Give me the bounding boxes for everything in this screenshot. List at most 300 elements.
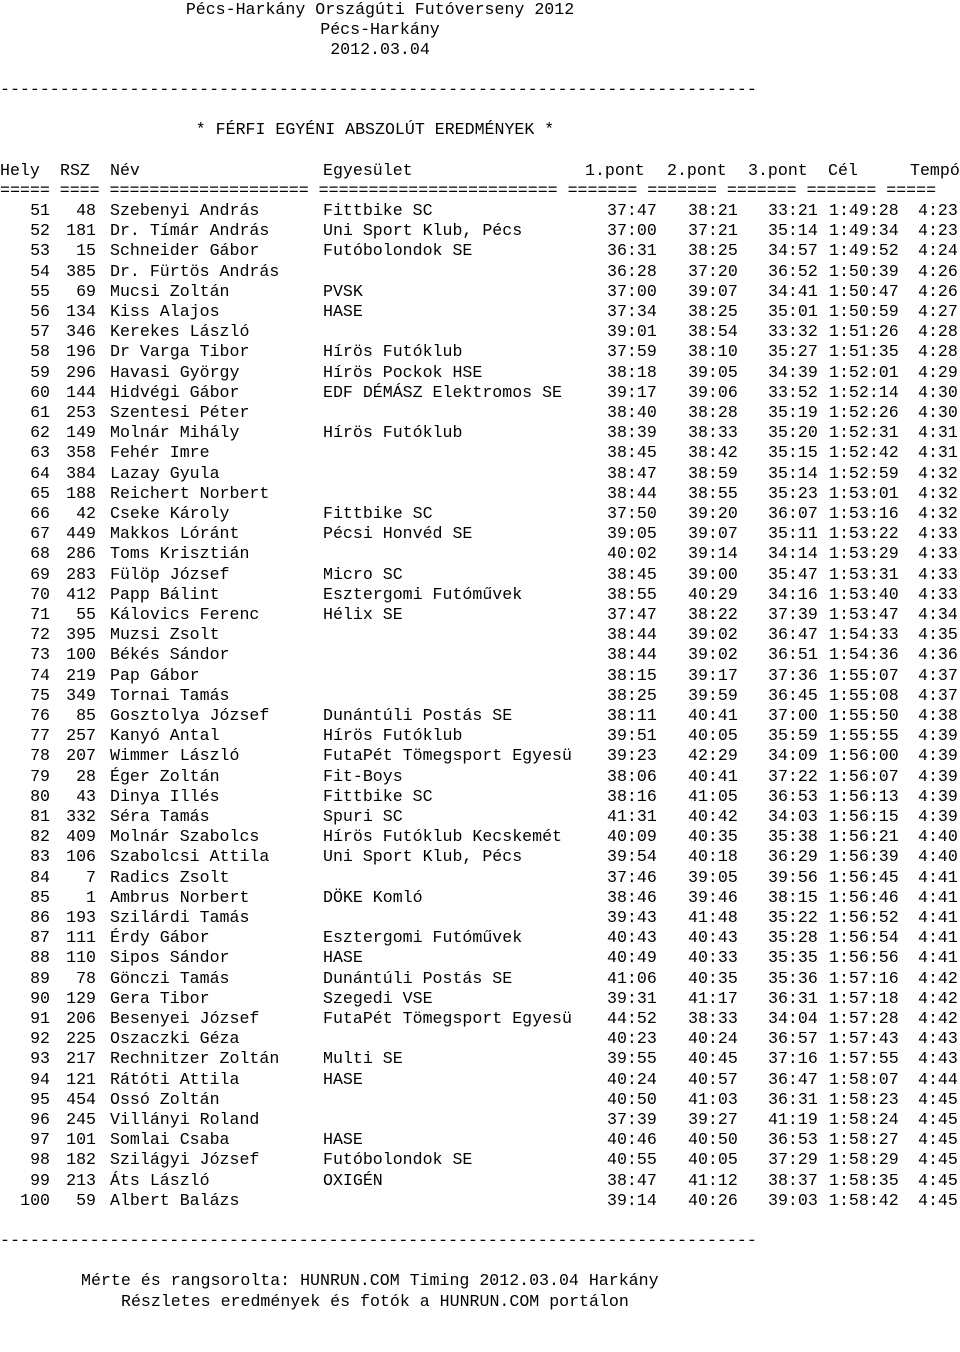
cell-rsz: 358 [66,443,96,463]
cell-rsz: 384 [66,463,96,483]
cell-rsz: 48 [76,201,96,220]
cell-pont3: 37:22 [768,766,818,786]
cell-pont3: 35:15 [768,443,818,463]
cell-hely: 89 [30,968,50,988]
cell-rsz: 69 [76,281,96,301]
cell-egyesulet: Fittbike SC [323,786,433,806]
cell-hely: 80 [30,786,50,806]
cell-nev: Ossó Zoltán [110,1089,220,1109]
cell-cel: 1:58:24 [829,1110,899,1129]
cell-hely: 78 [30,746,50,766]
cell-nev: Rátóti Attila [110,1069,240,1089]
cell-rsz: 245 [66,1110,96,1129]
cell-rsz: 134 [66,302,96,321]
cell-hely: 96 [30,1110,50,1129]
cell-pont2: 38:25 [688,302,738,321]
cell-rsz: 207 [66,746,96,766]
cell-pont1: 40:24 [607,1069,657,1089]
race-title: Pécs-Harkány Országúti Futóverseny 2012 [185,0,575,19]
col-rsz: RSZ [60,161,90,180]
cell-egyesulet: Fittbike SC [323,201,433,220]
cell-pont1: 38:47 [607,463,657,483]
cell-cel: 1:49:28 [829,201,899,220]
cell-tempo: 4:31 [918,443,958,463]
cell-pont1: 37:00 [607,221,657,241]
cell-egyesulet: Micro SC [323,564,403,584]
table-row [0,969,960,989]
cell-tempo: 4:24 [918,241,958,261]
cell-cel: 1:50:47 [829,281,899,301]
cell-pont1: 37:39 [607,1110,657,1129]
cell-tempo: 4:44 [918,1069,958,1089]
cell-rsz: 7 [86,867,96,887]
cell-pont2: 41:03 [688,1089,738,1109]
cell-cel: 1:51:35 [829,342,899,362]
cell-hely: 72 [30,625,50,645]
cell-egyesulet: Futóbolondok SE [323,241,473,261]
cell-pont2: 39:05 [688,867,738,887]
cell-egyesulet: Hírös Futóklub [323,342,463,362]
cell-rsz: 55 [76,605,96,624]
cell-cel: 1:58:29 [829,1150,899,1170]
cell-egyesulet: HASE [323,1069,363,1089]
cell-pont1: 38:44 [607,645,657,665]
cell-pont3: 33:52 [768,382,818,402]
col-tempo: Tempó [910,161,960,180]
cell-nev: Gosztolya József [110,706,270,725]
col-cel: Cél [828,161,858,180]
cell-pont1: 38:39 [607,423,657,443]
cell-pont2: 38:10 [688,342,738,362]
footer-portal: Részletes eredmények és fotók a HUNRUN.COM portálon [121,1292,629,1311]
cell-hely: 53 [30,241,50,261]
cell-tempo: 4:38 [918,706,958,725]
cell-pont2: 40:41 [688,706,738,725]
cell-rsz: 412 [66,584,96,604]
cell-rsz: 110 [66,948,96,968]
cell-pont2: 39:05 [688,362,738,382]
cell-pont1: 39:23 [607,746,657,766]
cell-rsz: 332 [66,807,96,826]
cell-hely: 74 [30,665,50,685]
table-row [0,787,960,807]
cell-pont1: 37:47 [607,605,657,624]
cell-pont3: 35:20 [768,423,818,443]
cell-rsz: 59 [76,1190,96,1210]
cell-pont1: 36:31 [607,241,657,261]
cell-rsz: 196 [66,342,96,362]
cell-pont3: 36:52 [768,261,818,281]
cell-cel: 1:56:52 [829,908,899,927]
cell-cel: 1:56:15 [829,807,899,826]
cell-egyesulet: HASE [323,948,363,968]
cell-cel: 1:50:39 [829,261,899,281]
cell-pont1: 41:06 [607,968,657,988]
cell-tempo: 4:23 [918,201,958,220]
table-row [0,464,960,484]
cell-egyesulet: Esztergomi Futóművek [323,584,523,604]
top-separator: ---------------------------------------------------------------------------- [0,80,757,99]
cell-pont1: 39:54 [607,847,657,867]
table-row [0,989,960,1009]
cell-pont1: 40:46 [607,1130,657,1150]
cell-hely: 83 [30,847,50,867]
cell-pont2: 40:33 [688,948,738,968]
cell-nev: Szilágyi József [110,1150,260,1170]
cell-cel: 1:56:56 [829,948,899,968]
cell-pont3: 34:14 [768,544,818,564]
cell-tempo: 4:28 [918,342,958,362]
cell-tempo: 4:41 [918,928,958,948]
cell-tempo: 4:32 [918,463,958,483]
cell-cel: 1:49:34 [829,221,899,241]
cell-nev: Éger Zoltán [110,766,220,786]
cell-hely: 97 [30,1130,50,1150]
col-pont1: 1.pont [585,161,645,180]
cell-hely: 51 [30,201,50,220]
cell-tempo: 4:33 [918,544,958,564]
cell-hely: 63 [30,443,50,463]
cell-tempo: 4:41 [918,867,958,887]
cell-cel: 1:53:47 [829,605,899,624]
cell-rsz: 129 [66,988,96,1008]
table-row [0,928,960,948]
cell-cel: 1:57:28 [829,1009,899,1028]
cell-hely: 81 [30,807,50,826]
cell-tempo: 4:42 [918,968,958,988]
cell-cel: 1:57:55 [829,1049,899,1069]
cell-egyesulet: FutaPét Tömegsport Egyesü [323,746,572,766]
cell-hely: 59 [30,362,50,382]
cell-nev: Szabolcsi Attila [110,847,270,867]
cell-hely: 77 [30,726,50,746]
cell-tempo: 4:37 [918,685,958,705]
cell-pont1: 37:34 [607,302,657,321]
race-location-line [0,20,960,40]
table-row [0,1150,960,1170]
col-pont3: 3.pont [748,161,808,180]
cell-rsz: 111 [66,928,96,948]
cell-hely: 95 [30,1089,50,1109]
cell-cel: 1:56:39 [829,847,899,867]
cell-pont2: 40:42 [688,807,738,826]
table-row [0,262,960,282]
cell-pont2: 39:07 [688,524,738,544]
cell-rsz: 206 [66,1009,96,1028]
cell-pont2: 40:18 [688,847,738,867]
cell-hely: 61 [30,403,50,422]
cell-nev: Fehér Imre [110,443,210,463]
table-row [0,1070,960,1090]
cell-nev: Molnár Mihály [110,423,240,443]
cell-tempo: 4:39 [918,726,958,746]
column-header-row [0,161,960,181]
cell-cel: 1:57:18 [829,988,899,1008]
cell-nev: Szentesi Péter [110,403,250,422]
cell-pont1: 38:11 [607,706,657,725]
cell-nev: Pap Gábor [110,665,200,685]
table-row [0,948,960,968]
cell-pont3: 34:41 [768,281,818,301]
cell-tempo: 4:39 [918,807,958,826]
cell-pont2: 40:43 [688,928,738,948]
cell-hely: 92 [30,1029,50,1049]
footer-timing: Mérte és rangsorolta: HUNRUN.COM Timing 2012.03.04 Harkány [81,1271,659,1290]
table-row [0,403,960,423]
col-pont2: 2.pont [667,161,727,180]
table-row [0,423,960,443]
cell-tempo: 4:45 [918,1130,958,1150]
cell-tempo: 4:32 [918,483,958,503]
cell-pont2: 39:07 [688,281,738,301]
table-row [0,767,960,787]
cell-cel: 1:53:29 [829,544,899,564]
cell-tempo: 4:41 [918,887,958,907]
cell-cel: 1:54:36 [829,645,899,665]
cell-hely: 82 [30,827,50,847]
cell-pont3: 34:09 [768,746,818,766]
cell-egyesulet: Pécsi Honvéd SE [323,524,473,544]
cell-cel: 1:52:59 [829,463,899,483]
cell-tempo: 4:41 [918,948,958,968]
cell-egyesulet: Esztergomi Futóművek [323,928,523,948]
cell-rsz: 257 [66,726,96,746]
cell-rsz: 193 [66,908,96,927]
cell-pont2: 38:33 [688,1009,738,1028]
cell-hely: 65 [30,483,50,503]
cell-rsz: 385 [66,261,96,281]
cell-egyesulet: Dunántúli Postás SE [323,968,513,988]
cell-tempo: 4:45 [918,1110,958,1129]
cell-pont1: 40:55 [607,1150,657,1170]
cell-pont2: 39:27 [688,1110,738,1129]
cell-egyesulet: DÖKE Komló [323,887,423,907]
cell-pont1: 39:05 [607,524,657,544]
cell-pont1: 40:43 [607,928,657,948]
cell-tempo: 4:33 [918,524,958,544]
table-row [0,847,960,867]
table-row [0,1029,960,1049]
cell-cel: 1:52:01 [829,362,899,382]
cell-nev: Hidvégi Gábor [110,382,240,402]
table-row [0,201,960,221]
cell-pont3: 34:39 [768,362,818,382]
table-row [0,302,960,322]
table-row [0,666,960,686]
cell-pont3: 35:23 [768,483,818,503]
cell-rsz: 253 [66,403,96,422]
cell-pont3: 36:45 [768,685,818,705]
cell-pont2: 38:54 [688,322,738,342]
cell-pont3: 35:38 [768,827,818,847]
table-row [0,383,960,403]
cell-tempo: 4:34 [918,605,958,624]
cell-pont1: 38:55 [607,584,657,604]
table-row [0,363,960,383]
cell-egyesulet: EDF DÉMÁSZ Elektromos SE [323,382,562,402]
cell-pont1: 38:46 [607,887,657,907]
table-row [0,746,960,766]
cell-pont2: 37:21 [688,221,738,241]
table-row [0,1009,960,1029]
cell-rsz: 43 [76,786,96,806]
cell-rsz: 144 [66,382,96,402]
cell-nev: Fülöp József [110,564,230,584]
col-hely: Hely [0,161,40,180]
cell-pont2: 39:02 [688,625,738,645]
cell-rsz: 42 [76,504,96,523]
cell-pont3: 36:31 [768,1089,818,1109]
cell-pont2: 41:12 [688,1170,738,1190]
cell-pont3: 35:14 [768,463,818,483]
cell-egyesulet: Hélix SE [323,605,403,624]
cell-rsz: 149 [66,423,96,443]
cell-pont1: 40:23 [607,1029,657,1049]
table-row [0,1191,960,1211]
cell-pont2: 41:17 [688,988,738,1008]
cell-hely: 85 [30,887,50,907]
cell-nev: Muzsi Zsolt [110,625,220,645]
cell-pont3: 36:29 [768,847,818,867]
cell-nev: Sipos Sándor [110,948,230,968]
cell-cel: 1:56:54 [829,928,899,948]
section-title-line [0,120,960,140]
cell-pont3: 35:47 [768,564,818,584]
cell-cel: 1:52:42 [829,443,899,463]
cell-cel: 1:51:26 [829,322,899,342]
cell-pont2: 40:41 [688,766,738,786]
cell-pont2: 38:55 [688,483,738,503]
cell-pont1: 37:50 [607,504,657,523]
cell-tempo: 4:33 [918,584,958,604]
cell-rsz: 182 [66,1150,96,1170]
cell-hely: 94 [30,1069,50,1089]
cell-hely: 79 [30,766,50,786]
table-row [0,726,960,746]
cell-pont3: 36:31 [768,988,818,1008]
cell-cel: 1:50:59 [829,302,899,321]
table-row [0,504,960,524]
cell-pont3: 36:57 [768,1029,818,1049]
cell-pont2: 39:00 [688,564,738,584]
cell-pont2: 39:59 [688,685,738,705]
cell-pont3: 34:16 [768,584,818,604]
cell-nev: Érdy Gábor [110,928,210,948]
cell-hely: 87 [30,928,50,948]
cell-hely: 86 [30,908,50,927]
cell-pont1: 38:47 [607,1170,657,1190]
cell-tempo: 4:40 [918,827,958,847]
cell-pont1: 38:15 [607,665,657,685]
cell-nev: Lazay Gyula [110,463,220,483]
cell-nev: Molnár Szabolcs [110,827,260,847]
cell-cel: 1:58:23 [829,1089,899,1109]
cell-cel: 1:56:45 [829,867,899,887]
cell-hely: 88 [30,948,50,968]
cell-nev: Kiss Alajos [110,302,220,321]
table-row [0,585,960,605]
cell-tempo: 4:32 [918,504,958,523]
cell-pont1: 37:00 [607,281,657,301]
cell-pont3: 34:57 [768,241,818,261]
cell-rsz: 217 [66,1049,96,1069]
cell-pont2: 40:05 [688,726,738,746]
cell-egyesulet: Hírös Futóklub [323,423,463,443]
cell-pont1: 38:44 [607,625,657,645]
cell-pont3: 35:19 [768,403,818,422]
cell-pont2: 38:25 [688,241,738,261]
cell-pont2: 40:45 [688,1049,738,1069]
cell-rsz: 395 [66,625,96,645]
race-date-line [0,40,960,60]
cell-pont1: 40:09 [607,827,657,847]
cell-nev: Dinya Illés [110,786,220,806]
cell-rsz: 449 [66,524,96,544]
cell-hely: 64 [30,463,50,483]
cell-pont3: 37:00 [768,706,818,725]
cell-egyesulet: Szegedi VSE [323,988,433,1008]
cell-pont2: 38:28 [688,403,738,422]
cell-hely: 75 [30,685,50,705]
cell-cel: 1:53:31 [829,564,899,584]
cell-tempo: 4:33 [918,564,958,584]
table-row [0,524,960,544]
cell-pont3: 36:51 [768,645,818,665]
cell-cel: 1:52:26 [829,403,899,422]
cell-cel: 1:58:07 [829,1069,899,1089]
cell-pont3: 33:21 [768,201,818,220]
cell-pont2: 40:26 [688,1190,738,1210]
cell-tempo: 4:42 [918,988,958,1008]
cell-pont2: 40:57 [688,1069,738,1089]
cell-rsz: 296 [66,362,96,382]
cell-nev: Séra Tamás [110,807,210,826]
cell-hely: 55 [30,281,50,301]
cell-rsz: 225 [66,1029,96,1049]
cell-nev: Radics Zsolt [110,867,230,887]
cell-pont2: 39:46 [688,887,738,907]
cell-pont3: 36:07 [768,504,818,523]
race-title-line [0,0,960,20]
cell-pont1: 39:31 [607,988,657,1008]
cell-pont1: 36:28 [607,261,657,281]
cell-cel: 1:55:50 [829,706,899,725]
cell-tempo: 4:39 [918,786,958,806]
cell-hely: 71 [30,605,50,624]
race-location: Pécs-Harkány [320,20,440,39]
cell-tempo: 4:43 [918,1029,958,1049]
cell-egyesulet: Fit-Boys [323,766,403,786]
cell-egyesulet: Spuri SC [323,807,403,826]
cell-hely: 68 [30,544,50,564]
cell-nev: Wimmer László [110,746,240,766]
cell-cel: 1:52:31 [829,423,899,443]
cell-pont3: 34:03 [768,807,818,826]
table-row [0,342,960,362]
cell-pont2: 42:29 [688,746,738,766]
cell-hely: 70 [30,584,50,604]
cell-pont2: 39:02 [688,645,738,665]
cell-pont2: 40:29 [688,584,738,604]
cell-hely: 58 [30,342,50,362]
cell-tempo: 4:36 [918,645,958,665]
cell-tempo: 4:30 [918,403,958,422]
cell-nev: Áts László [110,1170,210,1190]
cell-rsz: 85 [76,706,96,725]
table-row [0,908,960,928]
cell-egyesulet: PVSK [323,281,363,301]
cell-egyesulet: Futóbolondok SE [323,1150,473,1170]
